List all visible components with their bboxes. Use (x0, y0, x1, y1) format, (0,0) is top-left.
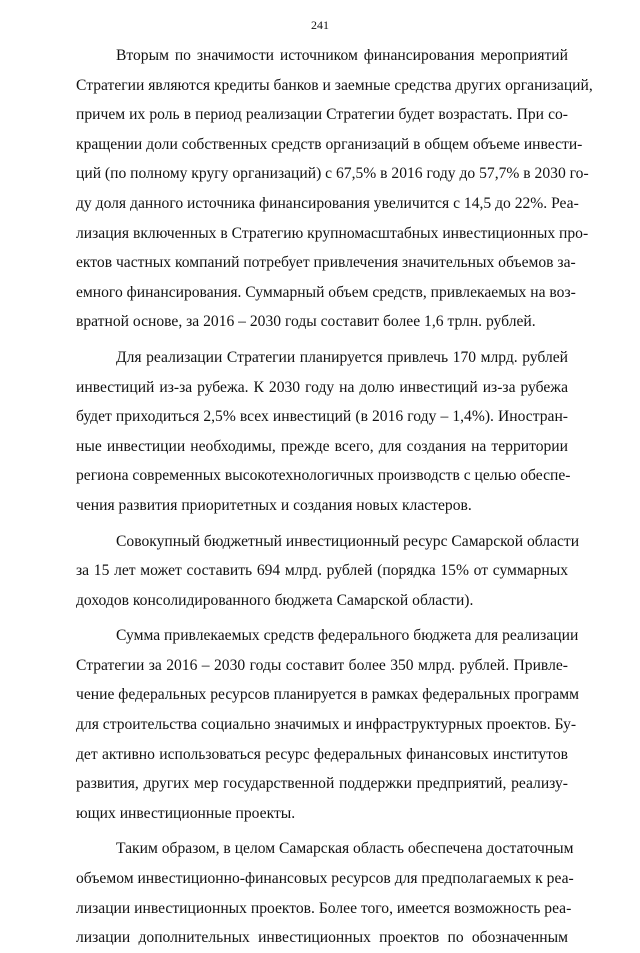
text-line: Вторым по значимости источником финансирования мероприятий (116, 47, 568, 64)
paragraph-federal-funds (76, 621, 579, 828)
text-line: за 15 лет может составить 694 млрд. рублей (порядка 15% от суммарных (76, 562, 568, 580)
text-line: емного финансирования. Суммарный объем средств, привлекаемых на воз- (76, 283, 576, 301)
body-text (76, 41, 593, 953)
text-line: ций (по полному кругу организаций) с 67,5% в 2016 году до 57,7% в 2030 го- (76, 165, 589, 183)
text-line: Для реализации Стратегии планируется привлечь 170 млрд. рублей (116, 348, 568, 366)
text-line: ектов частных компаний потребует привлечения значительных объемов за- (76, 254, 576, 272)
text-line: доходов консолидированного бюджета Самарской области). (76, 591, 474, 609)
text-line: Стратегии являются кредиты банков и заемные средства других организаций, (76, 76, 593, 94)
text-line: лизации инвестиционных проектов. Более того, имеется возможность реа- (76, 899, 572, 917)
text-line: инвестиций из-за рубежа. К 2030 году на долю инвестиций из-за рубежа (76, 378, 568, 396)
paragraph-external-borrowing (76, 41, 593, 337)
text-line: Стратегии за 2016 – 2030 годы составит более 350 млрд. рублей. Привле- (76, 656, 568, 674)
text-line: будет приходиться 2,5% всех инвестиций (в 2016 году – 1,4%). Иностран- (76, 408, 568, 426)
text-line: ду доля данного источника финансирования увеличится с 14,5 до 22%. Реа- (76, 194, 579, 212)
text-line: дет активно использоваться ресурс федеральных финансовых институтов (76, 745, 568, 763)
text-line: лизации дополнительных инвестиционных проектов по обозначенным (76, 929, 568, 947)
paragraph-budget-resource (76, 527, 580, 616)
text-line: лизация включенных в Стратегию крупномасштабных инвестиционных про- (76, 224, 589, 242)
text-line: развития, других мер государственной поддержки предприятий, реализу- (76, 775, 568, 793)
text-line: для строительства социально значимых и инфраструктурных проектов. Бу- (76, 716, 577, 734)
text-line: Сумма привлекаемых средств федерального бюджета для реализации (116, 627, 579, 645)
text-line: кращении доли собственных средств организаций в общем объеме инвести- (76, 135, 583, 153)
text-line: Совокупный бюджетный инвестиционный ресурс Самарской области (116, 532, 580, 550)
text-line: региона современных высокотехнологичных производств с целью обеспе- (76, 467, 571, 485)
text-line: чение федеральных ресурсов планируется в рамках федеральных программ (76, 686, 579, 704)
text-line: ющих инвестиционные проекты. (76, 804, 296, 822)
text-line: причем их роль в период реализации Стратегии будет возрастать. При со- (76, 106, 568, 124)
paragraph-conclusion (76, 834, 574, 952)
text-line: Таким образом, в целом Самарская область обеспечена достаточным (116, 840, 574, 858)
text-line: чения развития приоритетных и создания новых кластеров. (76, 496, 472, 514)
text-line: вратной основе, за 2016 – 2030 годы составит более 1,6 трлн. рублей. (76, 313, 536, 331)
text-line: ные инвестиции необходимы, прежде всего, для создания на территории (76, 437, 568, 455)
page-number: 241 (311, 18, 329, 32)
paragraph-foreign-investment (76, 343, 571, 521)
text-line: объемом инвестиционно-финансовых ресурсов для предполагаемых к реа- (76, 870, 574, 888)
